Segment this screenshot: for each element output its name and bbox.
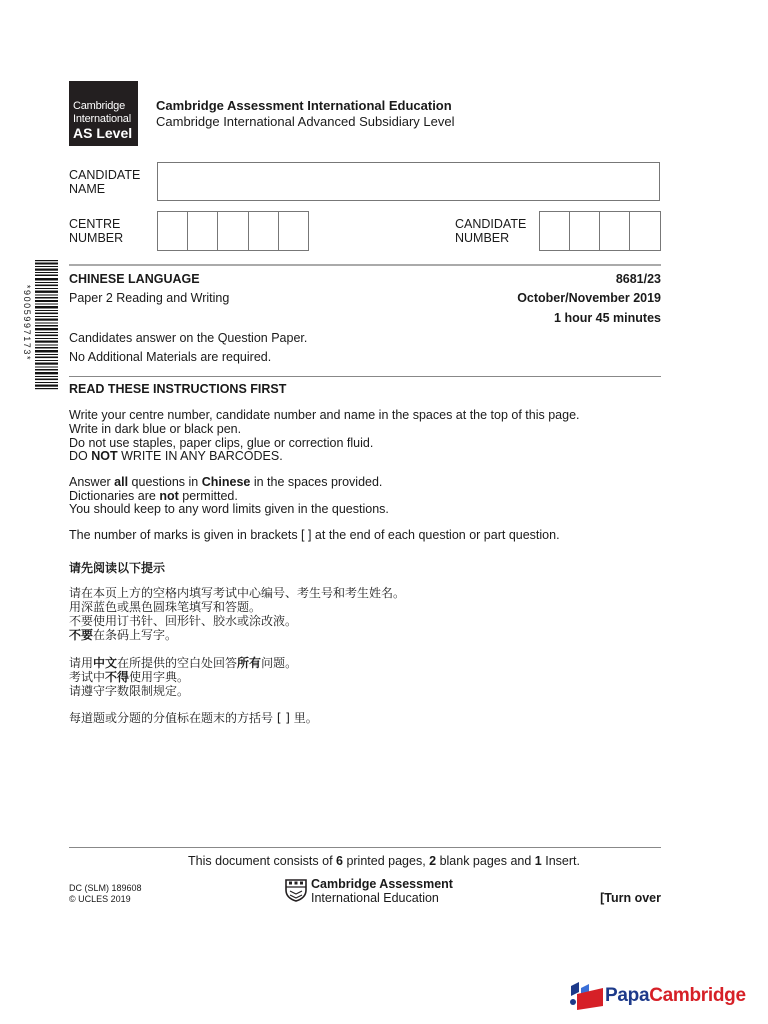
digit-cell[interactable] <box>218 212 248 250</box>
text-run-bold: 6 <box>336 854 343 868</box>
chinese-line <box>69 626 177 643</box>
papacambridge-logo-icon <box>567 980 607 1010</box>
candidate-number-label <box>455 217 526 245</box>
text-run: WRITE IN ANY BARCODES. <box>117 449 283 463</box>
instruction-line: Write your centre number, candidate number and name in the spaces at the top of this page. <box>69 408 580 422</box>
cand-label-line1: CANDIDATE <box>455 217 527 231</box>
text-run-bold: NOT <box>91 449 118 463</box>
text-run: Insert. <box>541 854 580 868</box>
text-run-bold: not <box>159 489 179 503</box>
text-run: Answer <box>69 475 115 489</box>
text-run: 使用字典。 <box>129 670 190 684</box>
instruction-line <box>69 449 283 463</box>
exam-session: October/November 2019 <box>517 291 661 305</box>
instruction-line: Do not use staples, paper clips, glue or correction fluid. <box>69 436 374 450</box>
text-run-bold: 2 <box>429 854 437 868</box>
digit-cell[interactable] <box>249 212 279 250</box>
text-run: 问题。 <box>261 656 298 670</box>
ref-code: DC (SLM) 189608 <box>69 883 142 893</box>
answer-note: Candidates answer on the Question Paper. <box>69 331 308 345</box>
wm-cambridge: Cambridge <box>649 985 746 1006</box>
ca-line1: Cambridge Assessment <box>311 877 453 891</box>
barcode-text: *9005997173* <box>22 284 32 362</box>
wm-papa: Papa <box>605 985 650 1006</box>
page-count-note <box>0 854 768 868</box>
subject-title: CHINESE LANGUAGE <box>69 272 200 286</box>
instruction-line <box>69 489 238 503</box>
text-run: DO <box>69 449 92 463</box>
text-run: Dictionaries are <box>69 489 160 503</box>
text-run: questions in <box>128 475 202 489</box>
centre-number-label <box>69 217 123 245</box>
digit-cell[interactable] <box>158 212 188 250</box>
paper-title: Paper 2 Reading and Writing <box>69 291 230 305</box>
instruction-line <box>69 475 382 489</box>
divider <box>69 376 661 377</box>
copyright: © UCLES 2019 <box>69 894 131 904</box>
chinese-line: 每道题或分题的分值标在题末的方括号 [ ] 里。 <box>69 711 318 725</box>
digit-cell[interactable] <box>188 212 218 250</box>
chinese-line: 请在本页上方的空格内填写考试中心编号、考生号和考生姓名。 <box>69 586 406 600</box>
candidate-name-label: CANDIDATE NAME <box>69 168 141 196</box>
instruction-line: You should keep to any word limits given in the questions. <box>69 502 389 516</box>
text-run-bold: all <box>114 475 129 489</box>
text-run: in the spaces provided. <box>250 475 383 489</box>
logo-line-2: International <box>73 113 131 125</box>
digit-cell[interactable] <box>600 212 630 250</box>
text-run: blank pages and <box>436 854 535 868</box>
logo-line-3: AS Level <box>73 125 133 141</box>
centre-label-line1: CENTRE <box>69 217 121 231</box>
chinese-line: 不要使用订书针、回形针、胶水或涂改液。 <box>69 614 298 628</box>
text-run-bold: Chinese <box>201 475 251 489</box>
text-run-bold: 不要 <box>69 628 94 642</box>
text-run-bold: 1 <box>534 854 542 868</box>
digit-cell[interactable] <box>540 212 570 250</box>
cand-label-line2: NUMBER <box>455 231 510 245</box>
chinese-line: 请遵守字数限制规定。 <box>69 684 190 698</box>
text-run: permitted. <box>178 489 238 503</box>
digit-cell[interactable] <box>630 212 660 250</box>
chinese-heading: 请先阅读以下提示 <box>69 561 166 575</box>
logo-line-1: Cambridge <box>73 100 126 112</box>
text-run: printed pages, <box>342 854 430 868</box>
header-qualification: Cambridge International Advanced Subsidiary Level <box>156 114 455 129</box>
turn-over: [Turn over <box>600 891 661 905</box>
cambridge-shield-icon <box>284 878 308 902</box>
text-run: 考试中 <box>69 670 106 684</box>
chinese-line: 用深蓝色或黑色圆珠笔填写和答题。 <box>69 600 262 614</box>
instruction-line: The number of marks is given in brackets [ ] at the end of each question or part question. <box>69 528 560 542</box>
divider <box>69 264 661 266</box>
text-run-bold: 中文 <box>93 656 118 670</box>
ca-line2: International Education <box>311 891 439 905</box>
materials-note: No Additional Materials are required. <box>69 350 272 364</box>
ca-footer-logo-text <box>311 877 453 905</box>
text-run: 在条码上写字。 <box>93 628 178 642</box>
candidate-name-field[interactable] <box>157 162 660 201</box>
papacambridge-watermark <box>605 985 746 1007</box>
centre-number-field[interactable] <box>157 211 309 251</box>
instructions-heading: READ THESE INSTRUCTIONS FIRST <box>69 382 287 396</box>
centre-label-line2: NUMBER <box>69 231 124 245</box>
digit-cell[interactable] <box>570 212 600 250</box>
text-run-bold: 所有 <box>237 656 262 670</box>
text-run: 在所提供的空白处回答 <box>117 656 238 670</box>
text-run-bold: 不得 <box>105 670 130 684</box>
instruction-line: Write in dark blue or black pen. <box>69 422 242 436</box>
document-reference <box>69 883 142 905</box>
text-run: 请用 <box>69 656 94 670</box>
divider <box>69 847 661 848</box>
digit-cell[interactable] <box>279 212 308 250</box>
exam-duration: 1 hour 45 minutes <box>554 311 661 325</box>
text-run: This document consists of <box>188 854 337 868</box>
candidate-number-field[interactable] <box>539 211 661 251</box>
as-level-logo <box>69 81 138 146</box>
syllabus-code: 8681/23 <box>615 272 661 286</box>
header-org: Cambridge Assessment International Education <box>156 98 452 113</box>
